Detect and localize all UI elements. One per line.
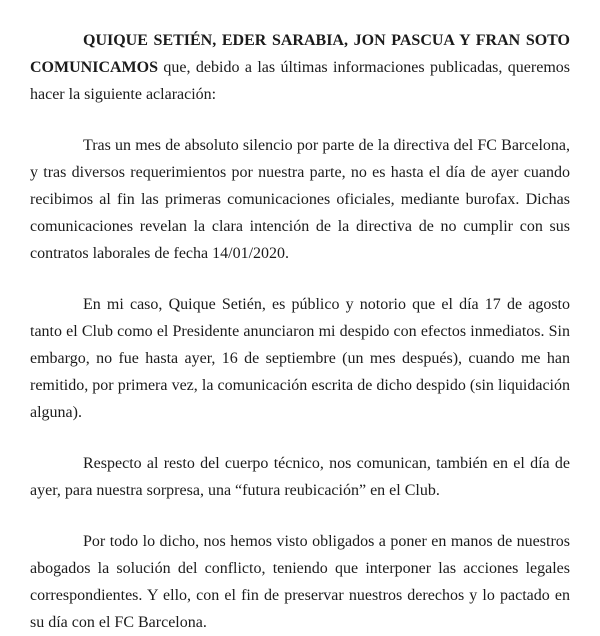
body-paragraph-acciones-legales: Por todo lo dicho, nos hemos visto obligados a poner en manos de nuestros abogados la solución del conflicto, teniendo que interponer las acciones legales correspondientes. Y ello, con el fin de preservar nuestros derechos y lo pactado en su día con el FC Barcelona. [30,533,570,631]
intro-paragraph [30,27,570,108]
body-paragraph-burofax: Tras un mes de absoluto silencio por parte de la directiva del FC Barcelona, y tras diversos requerimientos por nuestra parte, no es hasta el día de ayer cuando recibimos al fin las primeras comunicaciones oficiales, mediante burofax. Dichas comunicaciones revelan la clara intención de la directiva de no cumplir con sus contratos laborales de fecha 14/01/2020. [30,137,570,262]
intro-rest-text: que, debido a las últimas informaciones publicadas, queremos hacer la siguiente aclaración: [30,59,570,103]
signatories-bold-text: QUIQUE SETIÉN, EDER SARABIA, JON PASCUA Y FRAN SOTO COMUNICAMOS [30,32,570,76]
body-paragraph-cuerpo-tecnico: Respecto al resto del cuerpo técnico, nos comunican, también en el día de ayer, para nuestra sorpresa, una “futura reubicación” en el Club. [30,455,570,499]
body-paragraph-despido: En mi caso, Quique Setién, es público y notorio que el día 17 de agosto tanto el Club como el Presidente anunciaron mi despido con efectos inmediatos. Sin embargo, no fue hasta ayer, 16 de septiembre (un mes después), cuando me han remitido, por primera vez, la comunicación escrita de dicho despido (sin liquidación alguna). [30,296,570,421]
